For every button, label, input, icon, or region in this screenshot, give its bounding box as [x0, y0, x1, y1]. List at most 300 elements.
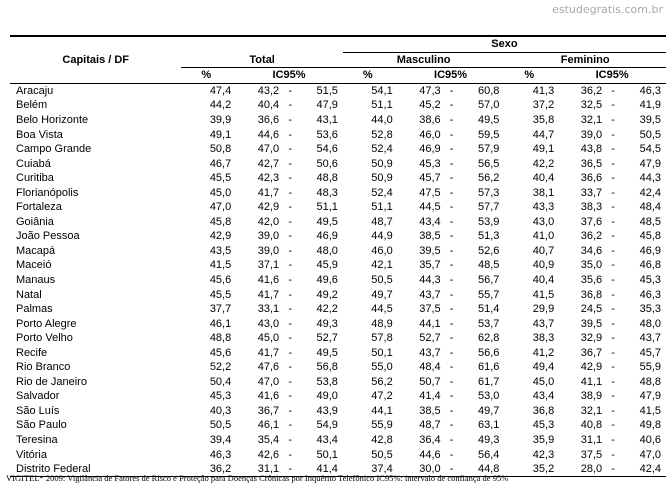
- cell-fem-ic-low: 28,0: [558, 462, 602, 477]
- cell-fem-pct: 44,7: [532, 128, 555, 141]
- cell-total-ic-low: 36,7: [257, 404, 280, 417]
- cell-masc-ic-high: 49,3: [477, 434, 500, 447]
- cell-masc-ic-dash: -: [449, 303, 454, 316]
- cell-total-pct: 41,5: [209, 259, 232, 272]
- cell-total-ic-low: 41,6: [257, 274, 280, 287]
- cell-masc-ic-high: 57,3: [477, 186, 500, 199]
- cell-masc-ic-low: 50,7: [419, 375, 441, 388]
- cell-masc-pct: 44,5: [371, 303, 393, 316]
- cell-capital: Palmas: [16, 303, 53, 316]
- cell-fem-pct: 37,2: [532, 99, 555, 112]
- cell-fem-ic-low: 37,5: [580, 448, 603, 461]
- cell-masc-pct: 51,1: [371, 201, 393, 214]
- cell-fem-ic-high: 43,7: [639, 332, 661, 345]
- cell-total-ic-high: 46,9: [316, 230, 338, 243]
- cell-fem-pct: 36,8: [532, 404, 555, 417]
- header-total: Total: [181, 52, 342, 68]
- cell-masc-ic-high: 60,8: [477, 84, 500, 97]
- cell-masc-ic-low: 37,5: [419, 303, 441, 316]
- table-row: [10, 375, 666, 390]
- cell-total-ic-low: 39,0: [257, 244, 280, 257]
- cell-capital: São Luís: [16, 404, 60, 417]
- table-row: [10, 345, 666, 360]
- cell-masc-ic-high: 48,5: [477, 259, 500, 272]
- cell-fem-ic-low: 33,7: [580, 186, 603, 199]
- cell-total-ic-low: 33,1: [257, 303, 280, 316]
- cell-total-ic-low: 42,7: [257, 157, 280, 170]
- table-row: [10, 98, 666, 113]
- cell-masc-ic-dash: -: [449, 404, 454, 417]
- cell-masc-ic-high: 57,9: [477, 143, 500, 156]
- header-masc-pct: %: [343, 68, 397, 84]
- cell-fem-ic-high: 42,4: [639, 186, 661, 199]
- cell-fem-ic-dash: -: [611, 84, 615, 97]
- cell-fem-ic-low: 36,2: [580, 230, 603, 243]
- cell-masc-pct: 49,7: [371, 288, 393, 301]
- cell-total-ic-dash: -: [288, 244, 292, 257]
- cell-masc-pct: 37,4: [343, 462, 397, 477]
- table-row: [10, 113, 666, 128]
- data-table: [10, 35, 666, 477]
- cell-masc-pct: 51,1: [371, 99, 393, 112]
- cell-fem-ic-high: 44,3: [639, 172, 661, 185]
- cell-fem-ic-high: 49,8: [639, 419, 661, 432]
- cell-total-ic-high: 48,0: [316, 244, 338, 257]
- cell-masc-pct: 48,7: [371, 215, 393, 228]
- cell-total-ic-dash: -: [288, 332, 292, 345]
- table-row: [10, 316, 666, 331]
- cell-total-ic-dash: -: [288, 259, 292, 272]
- cell-fem-pct: 41,0: [532, 230, 555, 243]
- table-body: [10, 83, 666, 477]
- cell-fem-ic-dash: -: [611, 215, 615, 228]
- table-row: [10, 418, 666, 433]
- cell-capital: Fortaleza: [16, 201, 62, 214]
- table-row: [10, 215, 666, 230]
- cell-total-pct: 36,2: [181, 462, 235, 477]
- cell-masc-ic-high: 56,4: [477, 448, 500, 461]
- cell-fem-ic-high: 54,5: [639, 143, 661, 156]
- header-masculino: Masculino: [343, 52, 504, 68]
- cell-total-ic-high: 56,8: [316, 361, 338, 374]
- table-row: [10, 83, 666, 98]
- cell-masc-ic-high: 44,8: [463, 462, 505, 477]
- cell-total-ic-high: 49,0: [316, 390, 338, 403]
- cell-fem-pct: 38,1: [532, 186, 555, 199]
- cell-fem-ic-low: 39,5: [580, 317, 603, 330]
- cell-fem-pct: 40,4: [532, 172, 555, 185]
- cell-total-ic-low: 46,1: [257, 419, 280, 432]
- cell-masc-ic-dash: -: [449, 215, 454, 228]
- cell-fem-ic-dash: -: [611, 419, 615, 432]
- cell-fem-ic-low: 41,1: [580, 375, 603, 388]
- cell-masc-pct: 42,8: [371, 434, 393, 447]
- cell-masc-ic-low: 48,4: [419, 361, 441, 374]
- cell-fem-ic-high: 41,9: [639, 99, 661, 112]
- cell-total-ic-high: 50,6: [316, 157, 338, 170]
- cell-masc-ic-high: 63,1: [477, 419, 500, 432]
- cell-fem-pct: 41,2: [532, 346, 555, 359]
- cell-total-ic-dash: -: [288, 346, 292, 359]
- cell-masc-ic-high: 51,3: [477, 230, 500, 243]
- cell-total-ic-high: 48,8: [316, 172, 338, 185]
- header-fem-ic: IC95%: [558, 68, 666, 84]
- table-row: [10, 244, 666, 259]
- cell-capital: Belo Horizonte: [16, 114, 89, 126]
- cell-fem-pct: 41,5: [532, 288, 555, 301]
- header-total-ic: IC95%: [235, 68, 343, 84]
- cell-fem-ic-dash: -: [611, 346, 615, 359]
- cell-fem-ic-low: 36,8: [580, 288, 603, 301]
- cell-fem-ic-dash: -: [611, 114, 615, 126]
- cell-fem-pct: 35,8: [532, 114, 555, 126]
- cell-total-ic-dash: -: [288, 84, 292, 97]
- cell-total-ic-dash: -: [288, 288, 292, 301]
- cell-total-ic-high: 53,8: [316, 375, 338, 388]
- cell-capital: Porto Velho: [16, 332, 73, 345]
- table-row: [10, 389, 666, 404]
- cell-fem-ic-high: 39,5: [639, 114, 661, 126]
- cell-masc-ic-low: 44,6: [419, 448, 441, 461]
- cell-capital: Salvador: [16, 390, 60, 403]
- cell-capital: Natal: [16, 288, 42, 301]
- table-row: [10, 229, 666, 244]
- cell-total-pct: 42,9: [209, 230, 232, 243]
- cell-masc-ic-dash: -: [449, 186, 454, 199]
- cell-total-pct: 40,3: [209, 404, 232, 417]
- cell-capital: São Paulo: [16, 419, 67, 432]
- cell-masc-ic-dash: -: [449, 201, 454, 214]
- cell-masc-ic-low: 44,1: [419, 317, 441, 330]
- cell-fem-pct: 49,1: [532, 143, 555, 156]
- cell-masc-pct: 52,4: [371, 143, 393, 156]
- cell-masc-pct: 54,1: [371, 84, 393, 97]
- cell-masc-ic-low: 38,5: [419, 230, 441, 243]
- cell-fem-ic-high: 48,0: [639, 317, 661, 330]
- cell-fem-ic-dash: -: [611, 361, 615, 374]
- cell-capital: Teresina: [16, 434, 58, 447]
- cell-masc-ic-dash: -: [449, 114, 454, 126]
- cell-fem-ic-dash: -: [611, 404, 615, 417]
- cell-fem-ic-dash: -: [611, 390, 615, 403]
- cell-masc-ic-low: 52,7: [419, 332, 441, 345]
- table-row: [10, 200, 666, 215]
- cell-fem-ic-high: 48,5: [639, 215, 661, 228]
- header-row-sub: [10, 68, 666, 84]
- cell-total-ic-dash: -: [288, 186, 292, 199]
- cell-total-ic-dash: -: [288, 230, 292, 243]
- table-row: [10, 302, 666, 317]
- cell-total-ic-high: 54,9: [316, 419, 338, 432]
- cell-fem-ic-dash: -: [611, 259, 615, 272]
- cell-masc-ic-low: 38,5: [419, 404, 441, 417]
- cell-masc-ic-dash: -: [449, 448, 454, 461]
- cell-fem-ic-high: 40,6: [639, 434, 661, 447]
- cell-fem-ic-low: 42,9: [580, 361, 603, 374]
- cell-fem-ic-low: 36,5: [580, 157, 603, 170]
- cell-total-ic-dash: -: [288, 99, 292, 112]
- cell-total-pct: 37,7: [209, 303, 232, 316]
- table-row: [10, 156, 666, 171]
- cell-total-ic-dash: -: [279, 462, 301, 477]
- table-row: [10, 171, 666, 186]
- cell-capital: Maceió: [16, 259, 52, 272]
- cell-fem-ic-high: 45,3: [639, 274, 661, 287]
- cell-total-ic-dash: -: [288, 274, 292, 287]
- cell-masc-ic-dash: -: [449, 288, 454, 301]
- cell-total-ic-high: 50,1: [316, 448, 338, 461]
- cell-total-ic-high: 49,6: [316, 274, 338, 287]
- cell-total-ic-high: 45,9: [316, 259, 338, 272]
- cell-masc-ic-dash: -: [449, 332, 454, 345]
- cell-masc-pct: 50,5: [371, 448, 393, 461]
- cell-total-pct: 45,6: [209, 274, 232, 287]
- cell-fem-pct: 45,3: [532, 419, 555, 432]
- cell-fem-ic-dash: -: [611, 448, 615, 461]
- cell-capital: Macapá: [16, 244, 56, 257]
- cell-total-ic-low: 43,0: [257, 317, 280, 330]
- cell-masc-ic-low: 47,5: [419, 186, 441, 199]
- cell-fem-ic-low: 31,1: [580, 434, 603, 447]
- cell-total-ic-dash: -: [288, 375, 292, 388]
- cell-total-ic-high: 47,9: [316, 99, 338, 112]
- cell-total-ic-low: 47,6: [257, 361, 280, 374]
- cell-total-pct: 45,3: [209, 390, 232, 403]
- cell-fem-ic-low: 34,6: [580, 244, 603, 257]
- cell-masc-ic-dash: -: [449, 317, 454, 330]
- cell-masc-ic-high: 53,9: [477, 215, 500, 228]
- cell-masc-ic-dash: -: [441, 462, 463, 477]
- table-row: [10, 273, 666, 288]
- cell-total-ic-dash: -: [288, 361, 292, 374]
- cell-masc-ic-low: 45,7: [419, 172, 441, 185]
- cell-fem-ic-low: 32,1: [580, 114, 603, 126]
- table-row: [10, 185, 666, 200]
- cell-capital: Rio Branco: [16, 361, 71, 374]
- cell-total-ic-low: 43,2: [257, 84, 280, 97]
- cell-fem-ic-high: 50,5: [639, 128, 661, 141]
- cell-masc-ic-high: 53,0: [477, 390, 500, 403]
- cell-fem-ic-high: 46,3: [639, 288, 661, 301]
- cell-fem-ic-dash: -: [611, 303, 615, 316]
- cell-fem-pct: 42,3: [532, 448, 555, 461]
- cell-total-ic-low: 35,4: [257, 434, 280, 447]
- header-feminino: Feminino: [504, 52, 666, 68]
- cell-fem-ic-dash: -: [611, 230, 615, 243]
- cell-total-ic-low: 42,9: [257, 201, 280, 214]
- table-row: [10, 258, 666, 273]
- cell-masc-ic-high: 57,7: [477, 201, 500, 214]
- cell-masc-pct: 50,5: [371, 274, 393, 287]
- cell-masc-ic-high: 55,7: [477, 288, 500, 301]
- cell-fem-ic-high: 46,3: [639, 84, 661, 97]
- cell-total-ic-high: 42,2: [316, 303, 338, 316]
- cell-masc-ic-high: 49,5: [477, 114, 500, 126]
- cell-fem-ic-low: 32,9: [580, 332, 603, 345]
- cell-total-ic-low: 41,7: [257, 186, 280, 199]
- cell-total-ic-low: 44,6: [257, 128, 280, 141]
- cell-masc-ic-dash: -: [449, 99, 454, 112]
- cell-fem-pct: 35,2: [504, 462, 558, 477]
- cell-masc-pct: 44,9: [371, 230, 393, 243]
- cell-total-ic-low: 41,6: [257, 390, 280, 403]
- cell-masc-ic-high: 56,7: [477, 274, 500, 287]
- cell-masc-ic-high: 57,0: [477, 99, 500, 112]
- cell-masc-ic-dash: -: [449, 390, 454, 403]
- cell-fem-ic-high: 48,8: [639, 375, 661, 388]
- cell-fem-ic-low: 24,5: [580, 303, 603, 316]
- cell-total-ic-high: 43,1: [316, 114, 338, 126]
- cell-masc-pct: 46,0: [371, 244, 393, 257]
- cell-fem-pct: 42,2: [532, 157, 555, 170]
- cell-total-ic-dash: -: [288, 448, 292, 461]
- cell-masc-pct: 55,9: [371, 419, 393, 432]
- cell-fem-ic-low: 36,6: [580, 172, 603, 185]
- cell-total-ic-high: 54,6: [316, 143, 338, 156]
- table-row: [10, 433, 666, 448]
- cell-masc-ic-dash: -: [449, 172, 454, 185]
- cell-masc-ic-dash: -: [449, 143, 454, 156]
- cell-total-ic-dash: -: [288, 404, 292, 417]
- cell-fem-ic-low: 32,1: [580, 404, 603, 417]
- cell-total-ic-high: 49,5: [316, 346, 338, 359]
- cell-total-ic-dash: -: [288, 128, 292, 141]
- cell-fem-pct: 43,3: [532, 201, 555, 214]
- cell-total-pct: 45,5: [209, 288, 232, 301]
- cell-capital: Florianópolis: [16, 186, 79, 199]
- cell-fem-ic-high: 55,9: [639, 361, 661, 374]
- cell-masc-ic-low: 47,3: [419, 84, 441, 97]
- cell-masc-ic-dash: -: [449, 84, 454, 97]
- cell-masc-ic-dash: -: [449, 230, 454, 243]
- cell-masc-ic-high: 49,7: [477, 404, 500, 417]
- cell-total-ic-dash: -: [288, 157, 292, 170]
- cell-capital: Porto Alegre: [16, 317, 77, 330]
- cell-total-ic-dash: -: [288, 317, 292, 330]
- cell-fem-ic-low: 43,8: [580, 143, 603, 156]
- cell-masc-ic-dash: -: [449, 157, 454, 170]
- cell-masc-pct: 56,2: [371, 375, 393, 388]
- cell-total-ic-low: 41,7: [257, 288, 280, 301]
- cell-fem-ic-low: 35,0: [580, 259, 603, 272]
- cell-total-ic-high: 51,5: [316, 84, 338, 97]
- cell-total-pct: 50,5: [209, 419, 232, 432]
- cell-fem-pct: 43,4: [532, 390, 555, 403]
- cell-fem-ic-high: 41,5: [639, 404, 661, 417]
- cell-masc-ic-low: 45,2: [419, 99, 441, 112]
- cell-fem-ic-high: 48,4: [639, 201, 661, 214]
- cell-masc-ic-high: 59,5: [477, 128, 500, 141]
- cell-fem-ic-dash: -: [611, 157, 615, 170]
- cell-capital: Manaus: [16, 274, 56, 287]
- cell-total-ic-high: 49,5: [316, 215, 338, 228]
- cell-masc-ic-high: 56,2: [477, 172, 500, 185]
- cell-total-pct: 43,5: [209, 244, 232, 257]
- cell-fem-pct: 49,4: [532, 361, 555, 374]
- cell-masc-ic-high: 62,8: [477, 332, 500, 345]
- cell-fem-pct: 40,4: [532, 274, 555, 287]
- cell-masc-ic-low: 44,3: [419, 274, 441, 287]
- cell-total-ic-high: 41,4: [301, 462, 343, 477]
- cell-masc-ic-dash: -: [449, 361, 454, 374]
- cell-total-ic-high: 48,3: [316, 186, 338, 199]
- cell-total-ic-dash: -: [288, 303, 292, 316]
- cell-masc-ic-dash: -: [449, 274, 454, 287]
- cell-total-pct: 46,7: [209, 157, 232, 170]
- cell-total-ic-dash: -: [288, 172, 292, 185]
- table-row: [10, 447, 666, 462]
- cell-masc-pct: 42,1: [371, 259, 393, 272]
- cell-total-ic-high: 51,1: [316, 201, 338, 214]
- cell-masc-ic-high: 56,5: [477, 157, 500, 170]
- header-fem-pct: %: [504, 68, 558, 84]
- cell-masc-pct: 50,1: [371, 346, 393, 359]
- cell-total-pct: 44,2: [209, 99, 232, 112]
- cell-masc-pct: 50,9: [371, 172, 393, 185]
- cell-masc-ic-low: 43,4: [419, 215, 441, 228]
- cell-fem-ic-dash: -: [611, 172, 615, 185]
- cell-masc-ic-high: 51,4: [477, 303, 500, 316]
- table-row: [10, 127, 666, 142]
- cell-masc-ic-low: 44,5: [419, 201, 441, 214]
- cell-total-ic-high: 49,2: [316, 288, 338, 301]
- cell-fem-pct: 45,0: [532, 375, 555, 388]
- cell-total-ic-high: 43,9: [316, 404, 338, 417]
- cell-capital: Campo Grande: [16, 143, 92, 156]
- cell-fem-ic-low: 35,6: [580, 274, 603, 287]
- cell-total-ic-low: 45,0: [257, 332, 280, 345]
- cell-total-pct: 52,2: [209, 361, 232, 374]
- cell-masc-ic-high: 61,6: [477, 361, 500, 374]
- cell-masc-pct: 47,2: [371, 390, 393, 403]
- cell-fem-ic-low: 38,9: [580, 390, 603, 403]
- cell-fem-ic-high: 35,3: [639, 303, 661, 316]
- cell-masc-pct: 52,4: [371, 186, 393, 199]
- cell-total-pct: 46,1: [209, 317, 232, 330]
- cell-total-ic-low: 39,0: [257, 230, 280, 243]
- cell-total-ic-low: 41,7: [257, 346, 280, 359]
- cell-masc-ic-dash: -: [449, 434, 454, 447]
- cell-fem-ic-high: 42,4: [624, 462, 666, 477]
- cell-total-ic-low: 37,1: [257, 259, 280, 272]
- watermark: estudegratis.com.br: [552, 3, 663, 16]
- cell-masc-ic-dash: -: [449, 346, 454, 359]
- header-row-groups: [10, 52, 666, 68]
- header-sexo: Sexo: [343, 36, 666, 52]
- cell-total-ic-dash: -: [288, 434, 292, 447]
- cell-fem-ic-dash: -: [611, 143, 615, 156]
- cell-masc-pct: 50,9: [371, 157, 393, 170]
- cell-masc-ic-low: 46,9: [419, 143, 441, 156]
- cell-masc-ic-high: 56,6: [477, 346, 500, 359]
- cell-fem-pct: 40,7: [532, 244, 555, 257]
- table-row: [10, 404, 666, 419]
- cell-fem-ic-dash: -: [611, 244, 615, 257]
- table-row: [10, 142, 666, 157]
- cell-capital: João Pessoa: [16, 230, 80, 243]
- cell-fem-ic-dash: -: [611, 288, 615, 301]
- cell-masc-ic-high: 61,7: [477, 375, 500, 388]
- cell-total-ic-low: 31,1: [235, 462, 279, 477]
- cell-masc-ic-low: 41,4: [419, 390, 441, 403]
- cell-total-ic-dash: -: [288, 143, 292, 156]
- cell-fem-ic-dash: -: [611, 375, 615, 388]
- cell-fem-ic-high: 47,0: [639, 448, 661, 461]
- cell-fem-ic-low: 37,6: [580, 215, 603, 228]
- cell-fem-ic-dash: -: [611, 201, 615, 214]
- cell-fem-ic-high: 46,8: [639, 259, 661, 272]
- cell-masc-ic-low: 43,7: [419, 346, 441, 359]
